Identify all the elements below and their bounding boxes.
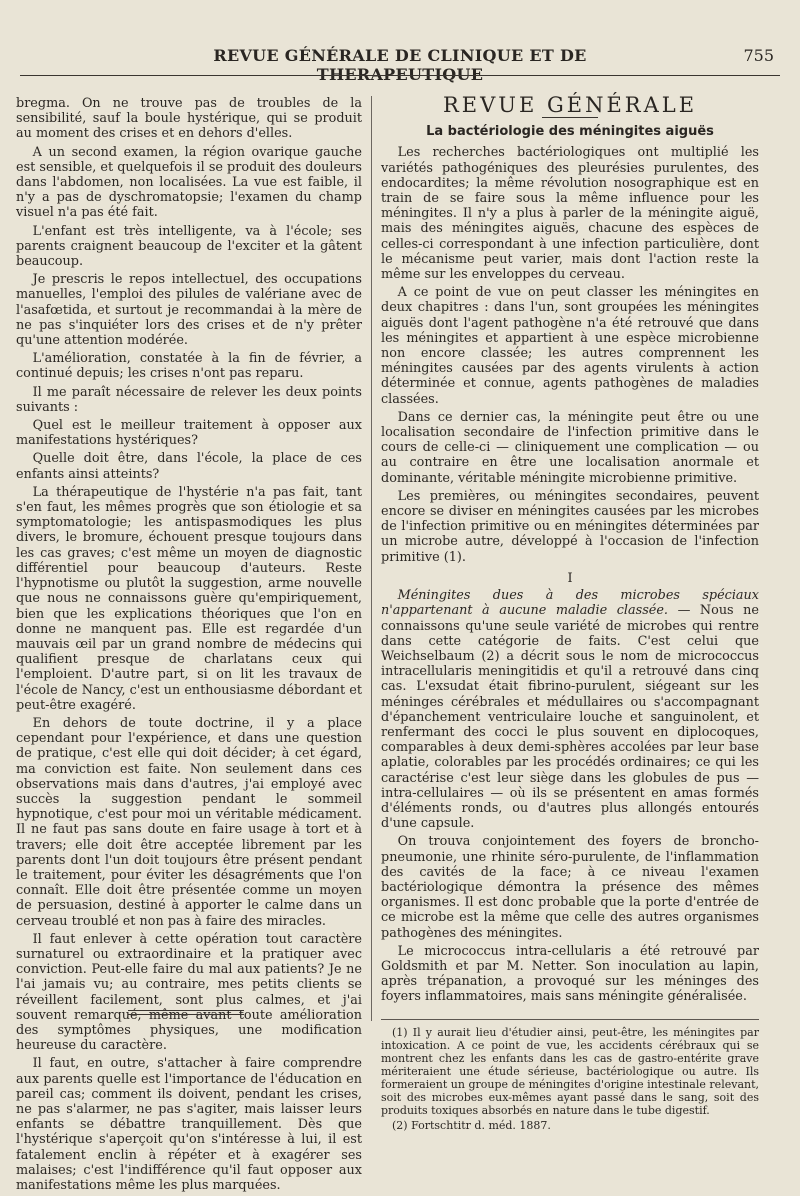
paragraph: Il faut enlever à cette opération tout caractère surnaturel ou extraordinaire et la pratiquer avec conviction. Peut-elle faire du mal aux patients? Je ne l'ai jamais vu; au contraire, mes petits clients se réveillent facilement, sont plus calmes, et j'ai souvent remarqué, même avant toute amélioration des symptômes physiques, une modification heureuse du caractère. bbox=[16, 931, 362, 1054]
paragraph: A un second examen, la région ovarique gauche est sensible, et quelquefois il se produit des douleurs dans l'abdomen, non localisées. La vue est faible, il n'y a pas de dyschromatopsie; l'examen du champ visuel n'a pas été fait. bbox=[16, 144, 362, 221]
left-column bbox=[16, 96, 362, 1196]
paragraph: bregma. On ne trouve pas de troubles de la sensibilité, sauf la boule hystérique, qui se produit au moment des crises et en dehors d'elles. bbox=[16, 96, 362, 142]
paragraph: L'enfant est très intelligente, va à l'école; ses parents craignent beaucoup de l'exciter et la gâtent beaucoup. bbox=[16, 223, 362, 270]
paragraph: En dehors de toute doctrine, il y a place cependant pour l'expérience, et dans une question de pratique, c'est elle qui doit décider; à cet égard, ma conviction est faite. Non seulement dans ces observations mais dans d'autres, j'ai employé avec succès la suggestion pendant le sommeil hypnotique, c'est pour moi un véritable médicament. Il ne faut pas sans doute en faire usage à tort et à travers; elle doit être acceptée librement par les parents dont l'un doit toujours être présent pendant le traitement, pour éviter les désagréments que l'on connaît. Elle doit être présentée comme un moyen de persuasion, destiné à apporter le calme dans un cerveau troublé et non pas à faire des miracles. bbox=[16, 715, 362, 929]
paragraph: Quelle doit être, dans l'école, la place de ces enfants ainsi atteints? bbox=[16, 451, 362, 482]
paragraph: Je prescris le repos intellectuel, des occupations manuelles, l'emploi des pilules de valériane avec de l'asafœtida, et surtout je recommandai à la mère de ne pas s'inquiéter lors des crises et de n'y prêter qu'une attention modérée. bbox=[16, 272, 362, 349]
paragraph: On trouva conjointement des foyers de broncho-pneumonie, une rhinite séro-purulente, de l'inflammation des cavités de la face; à ce niveau l'examen bactériologique démontra la présence des mêmes organismes. Il est donc probable que la porte d'entrée de ce microbe est la même que celle des autres organismes pathogènes des méningites. bbox=[381, 834, 759, 941]
page-number: 755 bbox=[743, 46, 774, 65]
paragraph: Le micrococcus intra-cellularis a été retrouvé par Goldsmith et par M. Netter. Son inoculation au lapin, après trépanation, a provoqué sur les méninges des foyers inflammatoires, mais sans méningite généralisée. bbox=[381, 943, 759, 1005]
journal-title: REVUE GÉNÉRALE DE CLINIQUE ET DE THERAPEUTIQUE bbox=[213, 46, 587, 84]
header-rule bbox=[20, 75, 780, 76]
paragraph-lead bbox=[381, 588, 759, 831]
paragraph: Quel est le meilleur traitement à opposer aux manifestations hystériques? bbox=[16, 418, 362, 449]
paragraph: Les premières, ou méningites secondaires, peuvent encore se diviser en méningites causées par les microbes de l'infection primitive ou en méningites déterminées par un microbe autre, développé à l'occasion de l'infection primitive (1). bbox=[381, 488, 759, 565]
paragraph: A ce point de vue on peut classer les méningites en deux chapitres : dans l'un, sont groupées les méningites aiguës dont l'agent pathogène n'a été retrouvé que dans les méningites et appartient à une espèce microbienne non encore classée; les autres comprennent les méningites causées par des agents virulents à action déterminée et connue, agents pathogènes de maladies classées. bbox=[381, 285, 759, 407]
footnote: (1) Il y aurait lieu d'étudier ainsi, peut-être, les méningites par intoxication. A ce point de vue, les accidents cérébraux qui se montrent chez les enfants dans les cas de gastro-entérite grave mériteraient une étude sérieuse, bactériologique ou autre. Ils formeraient un groupe de méningites d'origine intestinale relevant, soit des microbes eux-mêmes ayant passé dans le sang, soit des produits toxiques absorbés en nature dans le tube digestif. bbox=[381, 1025, 759, 1117]
right-column bbox=[381, 93, 759, 1134]
column-divider bbox=[371, 96, 372, 1021]
section-title: REVUE GÉNÉRALE bbox=[442, 93, 698, 117]
paragraph: Dans ce dernier cas, la méningite peut être ou une localisation secondaire de l'infection primitive dans le cours de celle-ci — cliniquement une complication — ou au contraire en être une localisation anormale et dominante, véritable méningite microbienne primitive. bbox=[381, 409, 759, 486]
paragraph: Il faut, en outre, s'attacher à faire comprendre aux parents quelle est l'importance de l'éducation en pareil cas; comment ils doivent, pendant les crises, ne pas s'alarmer, ne pas s'agiter, mais laisser leurs enfants se débattre tranquillement. Dès que l'hystérique s'aperçoit qu'on s'intéresse à lui, il est fatalement enclin à répéter et à exagérer ses malaises; c'est l'indifférence qu'il faut opposer aux manifestations même les plus marquées. bbox=[16, 1056, 362, 1194]
paragraph: La thérapeutique de l'hystérie n'a pas fait, tant s'en faut, les mêmes progrès que son étiologie et sa symptomatologie; les antispasmodiques les plus divers, le bromure, échouent presque toujours dans les cas graves; c'est même un moyen de diagnostic différentiel pour beaucoup d'auteurs. Reste l'hypnotisme ou plutôt la suggestion, arme nouvelle que nous ne connaissons guère qu'empiriquement, bien que les explications théoriques que l'on en donne ne manquent pas. Elle est regardée d'un mauvais œil par un grand nombre de médecins qui qualifient presque de charlatans ceux qui l'emploient. D'autre part, si on lit les travaux de l'école de Nancy, c'est un enthousiasme débordant et peut-être exagéré. bbox=[16, 484, 362, 713]
footnote: (2) Fortschtitr d. méd. 1887. bbox=[392, 1118, 551, 1132]
running-header bbox=[20, 40, 780, 84]
lead-heading: Méningites dues à des microbes spéciaux n'appartenant à aucune maladie classée. bbox=[381, 588, 759, 619]
paragraph: Les recherches bactériologiques ont multiplié les variétés pathogéniques des pleurésies purulentes, des endocardites; la même révolution nosographique est en train de se faire sous la même influence pour les méningites. Il n'y a plus à parler de la méningite aiguë, mais des méningites aiguës, chacune des espèces de celles-ci correspondant à une infection particulière, dont le mécanisme peut varier, mais dont l'action reste la même sur les enveloppes du cerveau. bbox=[381, 145, 759, 283]
footnotes bbox=[381, 1019, 759, 1132]
paragraph: L'amélioration, constatée à la fin de février, a continué depuis; les crises n'ont pas reparu. bbox=[16, 351, 362, 382]
article-title: La bactériologie des méningites aiguës bbox=[426, 124, 714, 140]
section-numeral: I bbox=[567, 570, 573, 586]
end-rule bbox=[128, 1010, 244, 1015]
lead-text: — Nous ne connaissons qu'une seule variété de microbes qui rentre dans cette catégorie de faits. C'est celui que Weichselbaum (2) a décrit sous le nom de micrococcus intracellularis meningitidis et qu'il a retrouvé dans cinq cas. L'exsudat était fibrino-purulent, siégeant sur les méninges cérébrales et médullaires ou s'accompagnant d'épanchement ventriculaire louche et sanguinolent, et renfermant des cocci le plus souvent en diplocoques, comparables à deux demi-sphères accolées par leur base aplatie, colorables par les procédés ordinaires; ce qui les caractérise c'est leur siège dans les globules de pus — intra-cellulaires — où ils se présentent en amas formés d'éléments ronds, ou d'autres plus allongés entourés d'une capsule. bbox=[381, 603, 759, 832]
title-rule bbox=[542, 117, 598, 118]
paragraph: Il me paraît nécessaire de relever les deux points suivants : bbox=[16, 384, 362, 415]
